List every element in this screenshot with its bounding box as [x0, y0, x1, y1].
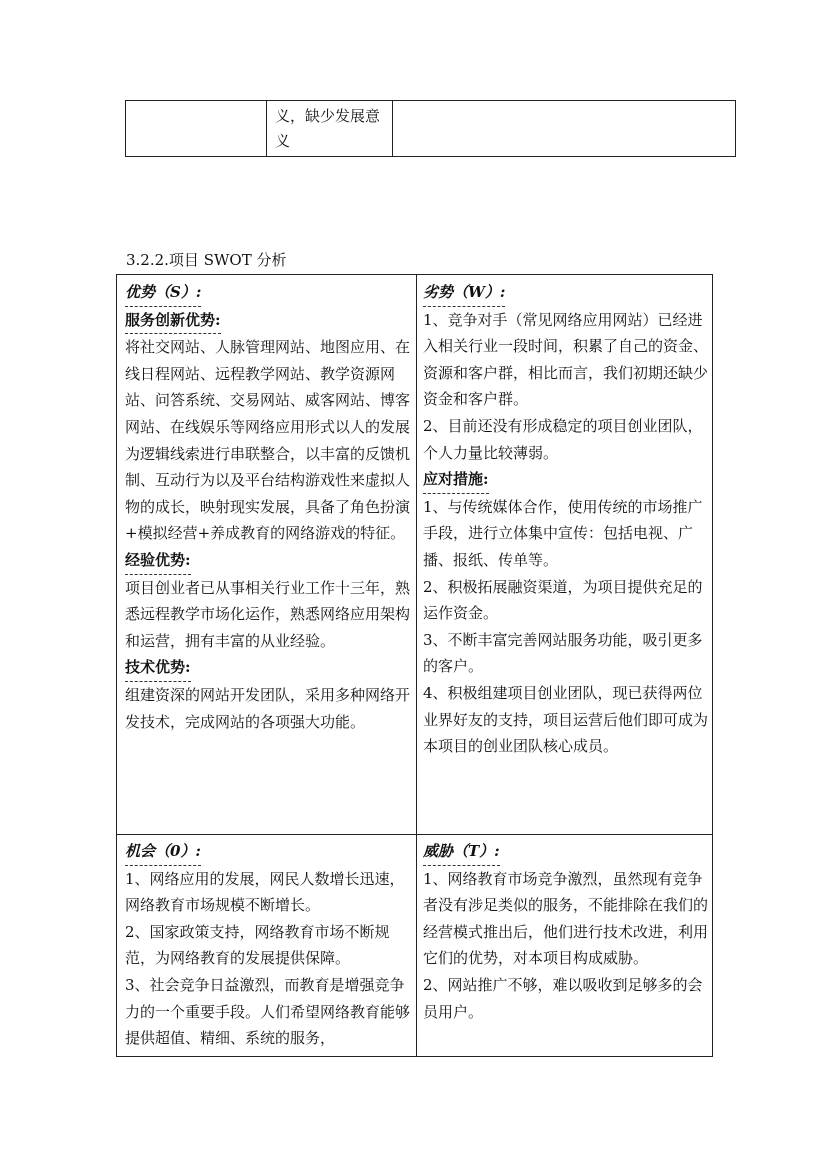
- opportunities-title: 机会（0）:: [125, 838, 201, 866]
- section-heading: 3.2.2.项目 SWOT 分析: [126, 251, 287, 269]
- table-divider: [392, 101, 393, 156]
- measures-heading: 应对措施:: [423, 466, 489, 494]
- weaknesses-cell: [423, 279, 709, 760]
- table-divider: [266, 101, 267, 156]
- strengths-title: 优势（S）:: [125, 279, 201, 307]
- measure-item: 2、积极拓展融资渠道，为项目提供充足的运作资金。: [423, 577, 703, 623]
- service-innovation-heading: 服务创新优势:: [125, 307, 221, 335]
- threat-item: 1、网络教育市场竞争激烈，虽然现有竞争者没有涉足类似的服务，不能排除在我们的经营模式推出后，他们进行技术改进，利用它们的优势，对本项目构成威胁。: [423, 869, 709, 968]
- strengths-cell: [125, 279, 411, 735]
- technology-heading: 技术优势:: [125, 654, 191, 682]
- table-cell-text: 义，缺少发展意义: [275, 107, 381, 150]
- experience-text: 项目创业者已从事相关行业工作十三年，熟悉远程教学市场化运作，熟悉网络应用架构和运营，拥有丰富的从业经验。: [125, 578, 411, 650]
- service-innovation-text: 将社交网站、人脉管理网站、地图应用、在线日程网站、远程教学网站、教学资源网站、问答系统、交易网站、威客网站、博客网站、在线娱乐等网络应用形式以人的发展为逻辑线索进行串联整合，以丰富的反馈机制、互动行为以及平台结构游戏性来虚拟人物的成长，映射现实发展，具备了角色扮演+模拟经营+养成教育的网络游戏的特征。: [125, 338, 411, 543]
- previous-table-fragment: [125, 100, 736, 157]
- measure-item: 4、积极组建项目创业团队，现已获得两位业界好友的支持，项目运营后他们即可成为本项目的创业团队核心成员。: [423, 683, 709, 756]
- opportunity-item: 3、社会竞争日益激烈，而教育是增强竞争力的一个重要手段。人们希望网络教育能够提供超值、精细、系统的服务，: [125, 975, 411, 1048]
- opportunity-item: 1、网络应用的发展，网民人数增长迅速，网络教育市场规模不断增长。: [125, 869, 405, 915]
- table-divider: [416, 275, 417, 1056]
- weakness-item: 1、竞争对手（常见网络应用网站）已经进入相关行业一段时间，积累了自己的资金、资源和客户群，相比而言，我们初期还缺少资金和客户群。: [423, 310, 709, 409]
- technology-text: 组建资深的网站开发团队，采用多种网络开发技术，完成网站的各项强大功能。: [125, 685, 411, 731]
- threats-title: 威胁（T）:: [423, 838, 500, 866]
- opportunities-cell: [125, 838, 411, 1052]
- experience-heading: 经验优势:: [125, 547, 191, 575]
- measure-item: 3、不断丰富完善网站服务功能，吸引更多的客户。: [423, 630, 703, 676]
- table-divider: [117, 834, 712, 835]
- threat-item: 2、网站推广不够，难以吸收到足够多的会员用户。: [423, 975, 703, 1021]
- measure-item: 1、与传统媒体合作，使用传统的市场推广手段，进行立体集中宣传：包括电视、广播、报纸、传单等。: [423, 497, 703, 569]
- opportunity-item: 2、国家政策支持，网络教育市场不断规范，为网络教育的发展提供保障。: [125, 922, 390, 968]
- threats-cell: [423, 838, 709, 1025]
- swot-table: [116, 274, 713, 1057]
- weakness-item: 2、目前还没有形成稳定的项目创业团队，个人力量比较薄弱。: [423, 416, 703, 462]
- weaknesses-title: 劣势（W）:: [423, 279, 505, 307]
